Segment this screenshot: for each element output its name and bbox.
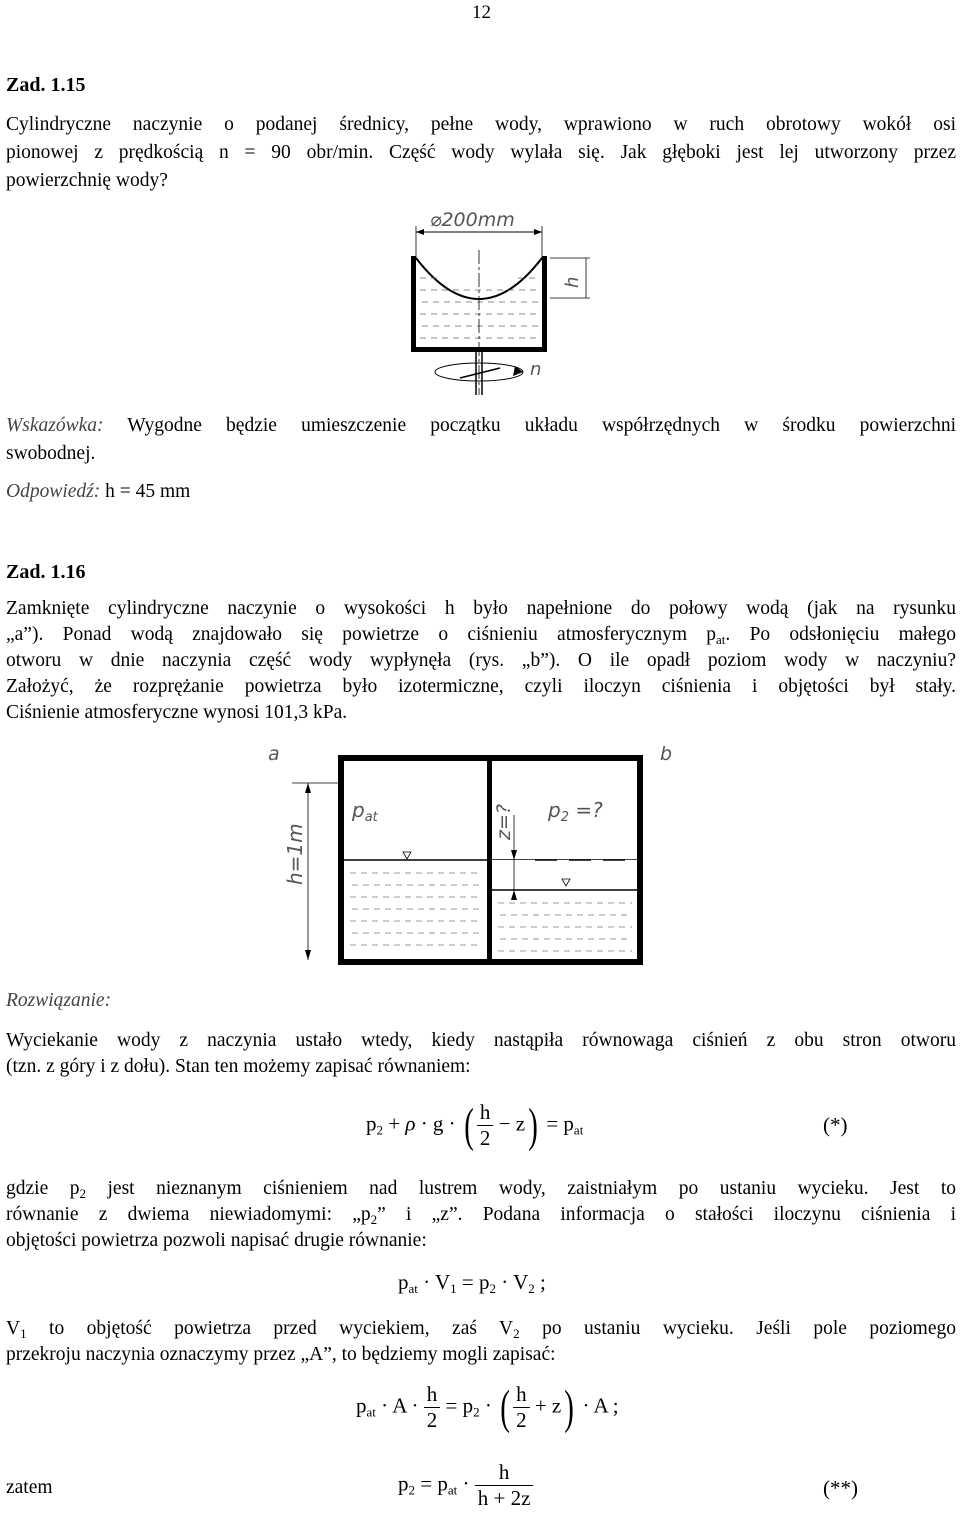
h-label: h xyxy=(562,276,583,288)
equation-3: $p_{at} \cdot A$ · $\frac{h}{2}$ = $p_2$ · ( $\frac{h}{2}$ + z) · A ; xyxy=(356,1381,619,1434)
text-line: Cylindryczne naczynie o podanej średnicy, pełne wody, wprawiono w ruch obrotowy wokół osi xyxy=(6,114,956,135)
text-line: objętości powietrza pozwoli napisać drugie równanie: xyxy=(6,1230,427,1251)
task-title-1-16: Zad. 1.16 xyxy=(6,561,86,583)
text-line: $V_1$ to objętość powietrza przed wyciekiem, zaś $V_2$ po ustaniu wycieku. Jeśli pole poziomego xyxy=(6,1318,956,1341)
text-line: pionowej z prędkością n = 90 obr/min. Część wody wylała się. Jak głęboki jest lej utworzony przez xyxy=(6,142,956,163)
text-line: przekroju naczynia oznaczymy przez „A”, to będziemy mogli zapisać: xyxy=(6,1344,556,1365)
diameter-label: ⌀200mm xyxy=(430,209,515,231)
hint-text: Wskazówka: Wygodne będzie umieszczenie początku układu współrzędnych w środku powierzchni xyxy=(6,415,956,436)
answer: Odpowiedź: h = 45 mm xyxy=(6,481,191,502)
text-line: „a”). Ponad wodą znajdowało się powietrze o ciśnieniu atmosferycznym $p_{at}$. Po odsłonięciu małego xyxy=(6,624,956,647)
text-line: Ciśnienie atmosferyczne wynosi 101,3 kPa. xyxy=(6,702,348,723)
zatem-label: zatem xyxy=(6,1477,53,1498)
fig-b-label: b xyxy=(660,743,673,765)
solution-label: Rozwiązanie: xyxy=(6,990,112,1011)
rotating-vessel-figure xyxy=(400,200,600,400)
hint-text-cont: swobodnej. xyxy=(6,443,96,464)
text-line: Założyć, że rozprężanie powietrza było izotermiczne, czyli iloczyn ciśnienia i objętości był stały. xyxy=(6,676,956,697)
text-line: otworu w dnie naczynia część wody wypłynęła (rys. „b”). O ile opadł poziom wody w naczyniu? xyxy=(6,650,956,671)
equation-4: $p_2 = p_{at}$ · $\frac{h}{h + 2z}$ xyxy=(398,1460,533,1511)
equation-4-tag: (**) xyxy=(823,1476,858,1500)
z-label: z=? xyxy=(493,804,515,840)
text-line: równanie z dwiema niewiadomymi: $„p_2$” i „z”. Podana informacja o stałości iloczynu ciśnienia i xyxy=(6,1204,956,1227)
text-line: powierzchnię wody? xyxy=(6,170,168,191)
h-dim-label: h=1m xyxy=(283,823,307,885)
p2-label: $p_2$ =? xyxy=(548,798,603,825)
text-line: (tzn. z góry i z dołu). Stan ten możemy zapisać równaniem: xyxy=(6,1056,471,1077)
n-label: n xyxy=(530,359,542,380)
task-title-1-15: Zad. 1.15 xyxy=(6,74,86,96)
text-line: gdzie $p_2$ jest nieznanym ciśnieniem nad lustrem wody, zaistniałym po ustaniu wycieku. Jest to xyxy=(6,1178,956,1201)
closed-vessel-figure xyxy=(260,735,700,970)
text-line: Zamknięte cylindryczne naczynie o wysokości h było napełnione do połowy wodą (jak na rysunku xyxy=(6,598,956,619)
text-line: Wyciekanie wody z naczynia ustało wtedy, kiedy nastąpiła równowaga ciśnień z obu stron otworu xyxy=(6,1030,956,1051)
p-at-label: $p_{at}$ xyxy=(352,798,378,825)
equation-1-tag: (*) xyxy=(823,1113,848,1137)
page-number: 12 xyxy=(472,2,491,23)
fig-a-label: a xyxy=(268,743,280,765)
equation-2: $p_{at} \cdot V_1 = p_2 \cdot V_2$ ; xyxy=(398,1270,546,1296)
equation-1: $p_2 + \rho \cdot g$ · ( $\frac{h}{2}$ − $z) = p_{at}$ xyxy=(366,1099,584,1152)
